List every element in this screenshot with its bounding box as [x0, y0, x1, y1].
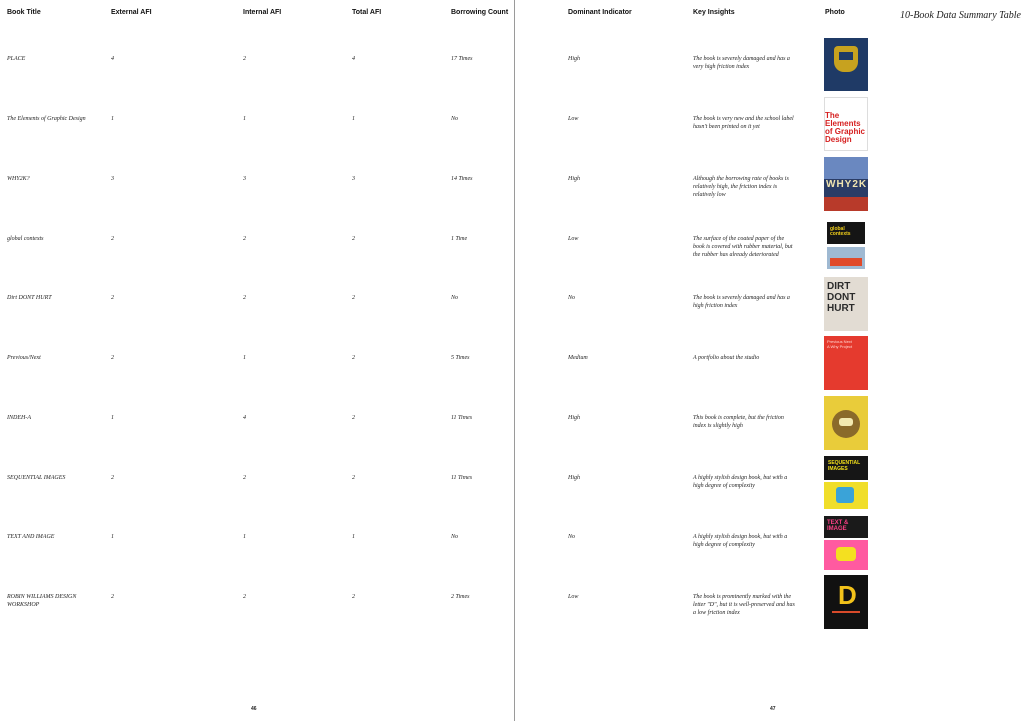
row-borrowing-count: No — [451, 116, 459, 122]
row-internal-afi: 1 — [243, 116, 246, 122]
row-external-afi: 1 — [111, 534, 114, 540]
row-external-afi: 2 — [111, 355, 114, 361]
row-total-afi: 2 — [352, 295, 355, 301]
cover-text: D — [838, 580, 857, 610]
row-key-insight: The book is severely damaged and has a very high friction index — [693, 56, 790, 70]
row-borrowing-count: 2 Times — [451, 594, 470, 600]
header-total-afi: Total AFI — [352, 9, 382, 16]
row-borrowing-count: 11 Times — [451, 475, 473, 481]
cover-text: TEXT & IMAGE — [827, 520, 849, 532]
book-cover-photo — [824, 336, 868, 390]
row-total-afi: 2 — [352, 594, 355, 600]
header-internal-afi: Internal AFI — [243, 9, 282, 16]
row-external-afi: 2 — [111, 475, 114, 481]
row-title: Previous/Next — [7, 355, 41, 361]
row-internal-afi: 1 — [243, 355, 246, 361]
row-total-afi: 2 — [352, 475, 355, 481]
row-total-afi: 2 — [352, 236, 355, 242]
row-title: The Elements of Graphic Design — [7, 116, 86, 122]
row-total-afi: 1 — [352, 534, 355, 540]
row-internal-afi: 2 — [243, 236, 246, 242]
row-title: global contexts — [7, 236, 44, 242]
row-borrowing-count: 14 Times — [451, 176, 473, 182]
row-key-insight: The surface of the coated paper of the book is covered with rubber material, but the rubber has already deteriorated — [693, 236, 793, 258]
row-dominant-indicator: Low — [568, 594, 579, 600]
row-key-insight: A highly stylish design book, but with a high degree of complexity — [693, 534, 788, 548]
row-internal-afi: 2 — [243, 594, 246, 600]
page-number-right: 47 — [770, 706, 776, 712]
row-dominant-indicator: Low — [568, 116, 579, 122]
cover-text: SEQUENTIAL IMAGES — [828, 460, 861, 472]
cover-text: The Elements of Graphic Design — [825, 111, 866, 144]
row-borrowing-count: No — [451, 534, 459, 540]
row-internal-afi: 2 — [243, 475, 246, 481]
book-cover-photo — [824, 516, 868, 570]
book-cover-photo — [824, 456, 868, 510]
row-external-afi: 3 — [111, 176, 114, 182]
row-borrowing-count: No — [451, 295, 459, 301]
row-dominant-indicator: High — [568, 56, 580, 62]
header-external-afi: External AFI — [111, 9, 152, 16]
row-key-insight: The book is prominently marked with the letter "D", but it is well-preserved and has a low friction index — [693, 594, 795, 616]
header-book-title: Book Title — [7, 9, 41, 16]
header-dominant-indicator: Dominant Indicator — [568, 9, 632, 16]
cover-text: DIRT DONT HURT — [827, 281, 856, 314]
row-external-afi: 2 — [111, 236, 114, 242]
cover-text: WHY2K — [826, 179, 868, 190]
document-title: 10-Book Data Summary Table — [899, 10, 1021, 21]
book-cover-photo — [824, 575, 868, 629]
row-title: ROBIN WILLIAMS DESIGN WORKSHOP — [7, 594, 77, 608]
row-key-insight: This book is complete, but the friction index is slightly high — [693, 415, 784, 429]
row-total-afi: 2 — [352, 415, 355, 421]
book-cover-photo — [824, 396, 868, 450]
row-dominant-indicator: High — [568, 475, 580, 481]
page-number-left: 46 — [251, 706, 257, 712]
header-borrowing-count: Borrowing Count — [451, 9, 509, 16]
row-title: Dirt DONT HURT — [7, 295, 52, 301]
right-page — [515, 0, 1024, 721]
row-dominant-indicator: High — [568, 415, 580, 421]
row-total-afi: 3 — [352, 176, 355, 182]
row-title: TEXT AND IMAGE — [7, 534, 55, 540]
row-key-insight: Although the borrowing rate of books is relatively high, the friction index is relatively low — [693, 176, 789, 198]
row-title: WHY2K? — [7, 176, 30, 182]
book-cover-photo — [824, 97, 868, 151]
row-total-afi: 1 — [352, 116, 355, 122]
row-internal-afi: 1 — [243, 534, 246, 540]
row-dominant-indicator: No — [568, 534, 576, 540]
row-key-insight: A highly stylish design book, but with a high degree of complexity — [693, 475, 788, 489]
row-external-afi: 1 — [111, 415, 114, 421]
book-cover-photo — [824, 222, 868, 272]
header-key-insights: Key Insights — [693, 9, 735, 16]
row-external-afi: 2 — [111, 295, 114, 301]
book-cover-photo — [824, 38, 868, 91]
row-internal-afi: 4 — [243, 415, 246, 421]
row-total-afi: 2 — [352, 355, 355, 361]
row-key-insight: The book is severely damaged and has a high friction index — [693, 295, 790, 309]
row-dominant-indicator: No — [568, 295, 576, 301]
row-title: SEQUENTIAL IMAGES — [7, 475, 66, 481]
cover-text: Previous Next A Why Project — [827, 339, 853, 349]
header-photo: Photo — [825, 9, 845, 16]
row-internal-afi: 2 — [243, 295, 246, 301]
row-key-insight: The book is very new and the school label hasn't been printed on it yet — [693, 116, 794, 130]
row-title: INDEH-A — [7, 415, 31, 421]
row-dominant-indicator: Low — [568, 236, 579, 242]
book-cover-photo — [824, 157, 868, 211]
row-dominant-indicator: High — [568, 176, 580, 182]
cover-text: global contexts — [830, 226, 851, 237]
row-borrowing-count: 5 Times — [451, 355, 470, 361]
row-external-afi: 4 — [111, 56, 114, 62]
row-borrowing-count: 17 Times — [451, 56, 473, 62]
row-key-insight: A portfolio about the studio — [693, 355, 760, 361]
book-cover-photo — [824, 277, 868, 331]
row-title: PLACE — [7, 56, 26, 62]
row-internal-afi: 2 — [243, 56, 246, 62]
row-total-afi: 4 — [352, 56, 355, 62]
row-borrowing-count: 1 Time — [451, 236, 468, 242]
row-dominant-indicator: Medium — [568, 355, 588, 361]
row-external-afi: 1 — [111, 116, 114, 122]
row-external-afi: 2 — [111, 594, 114, 600]
row-internal-afi: 3 — [243, 176, 246, 182]
row-borrowing-count: 11 Times — [451, 415, 473, 421]
